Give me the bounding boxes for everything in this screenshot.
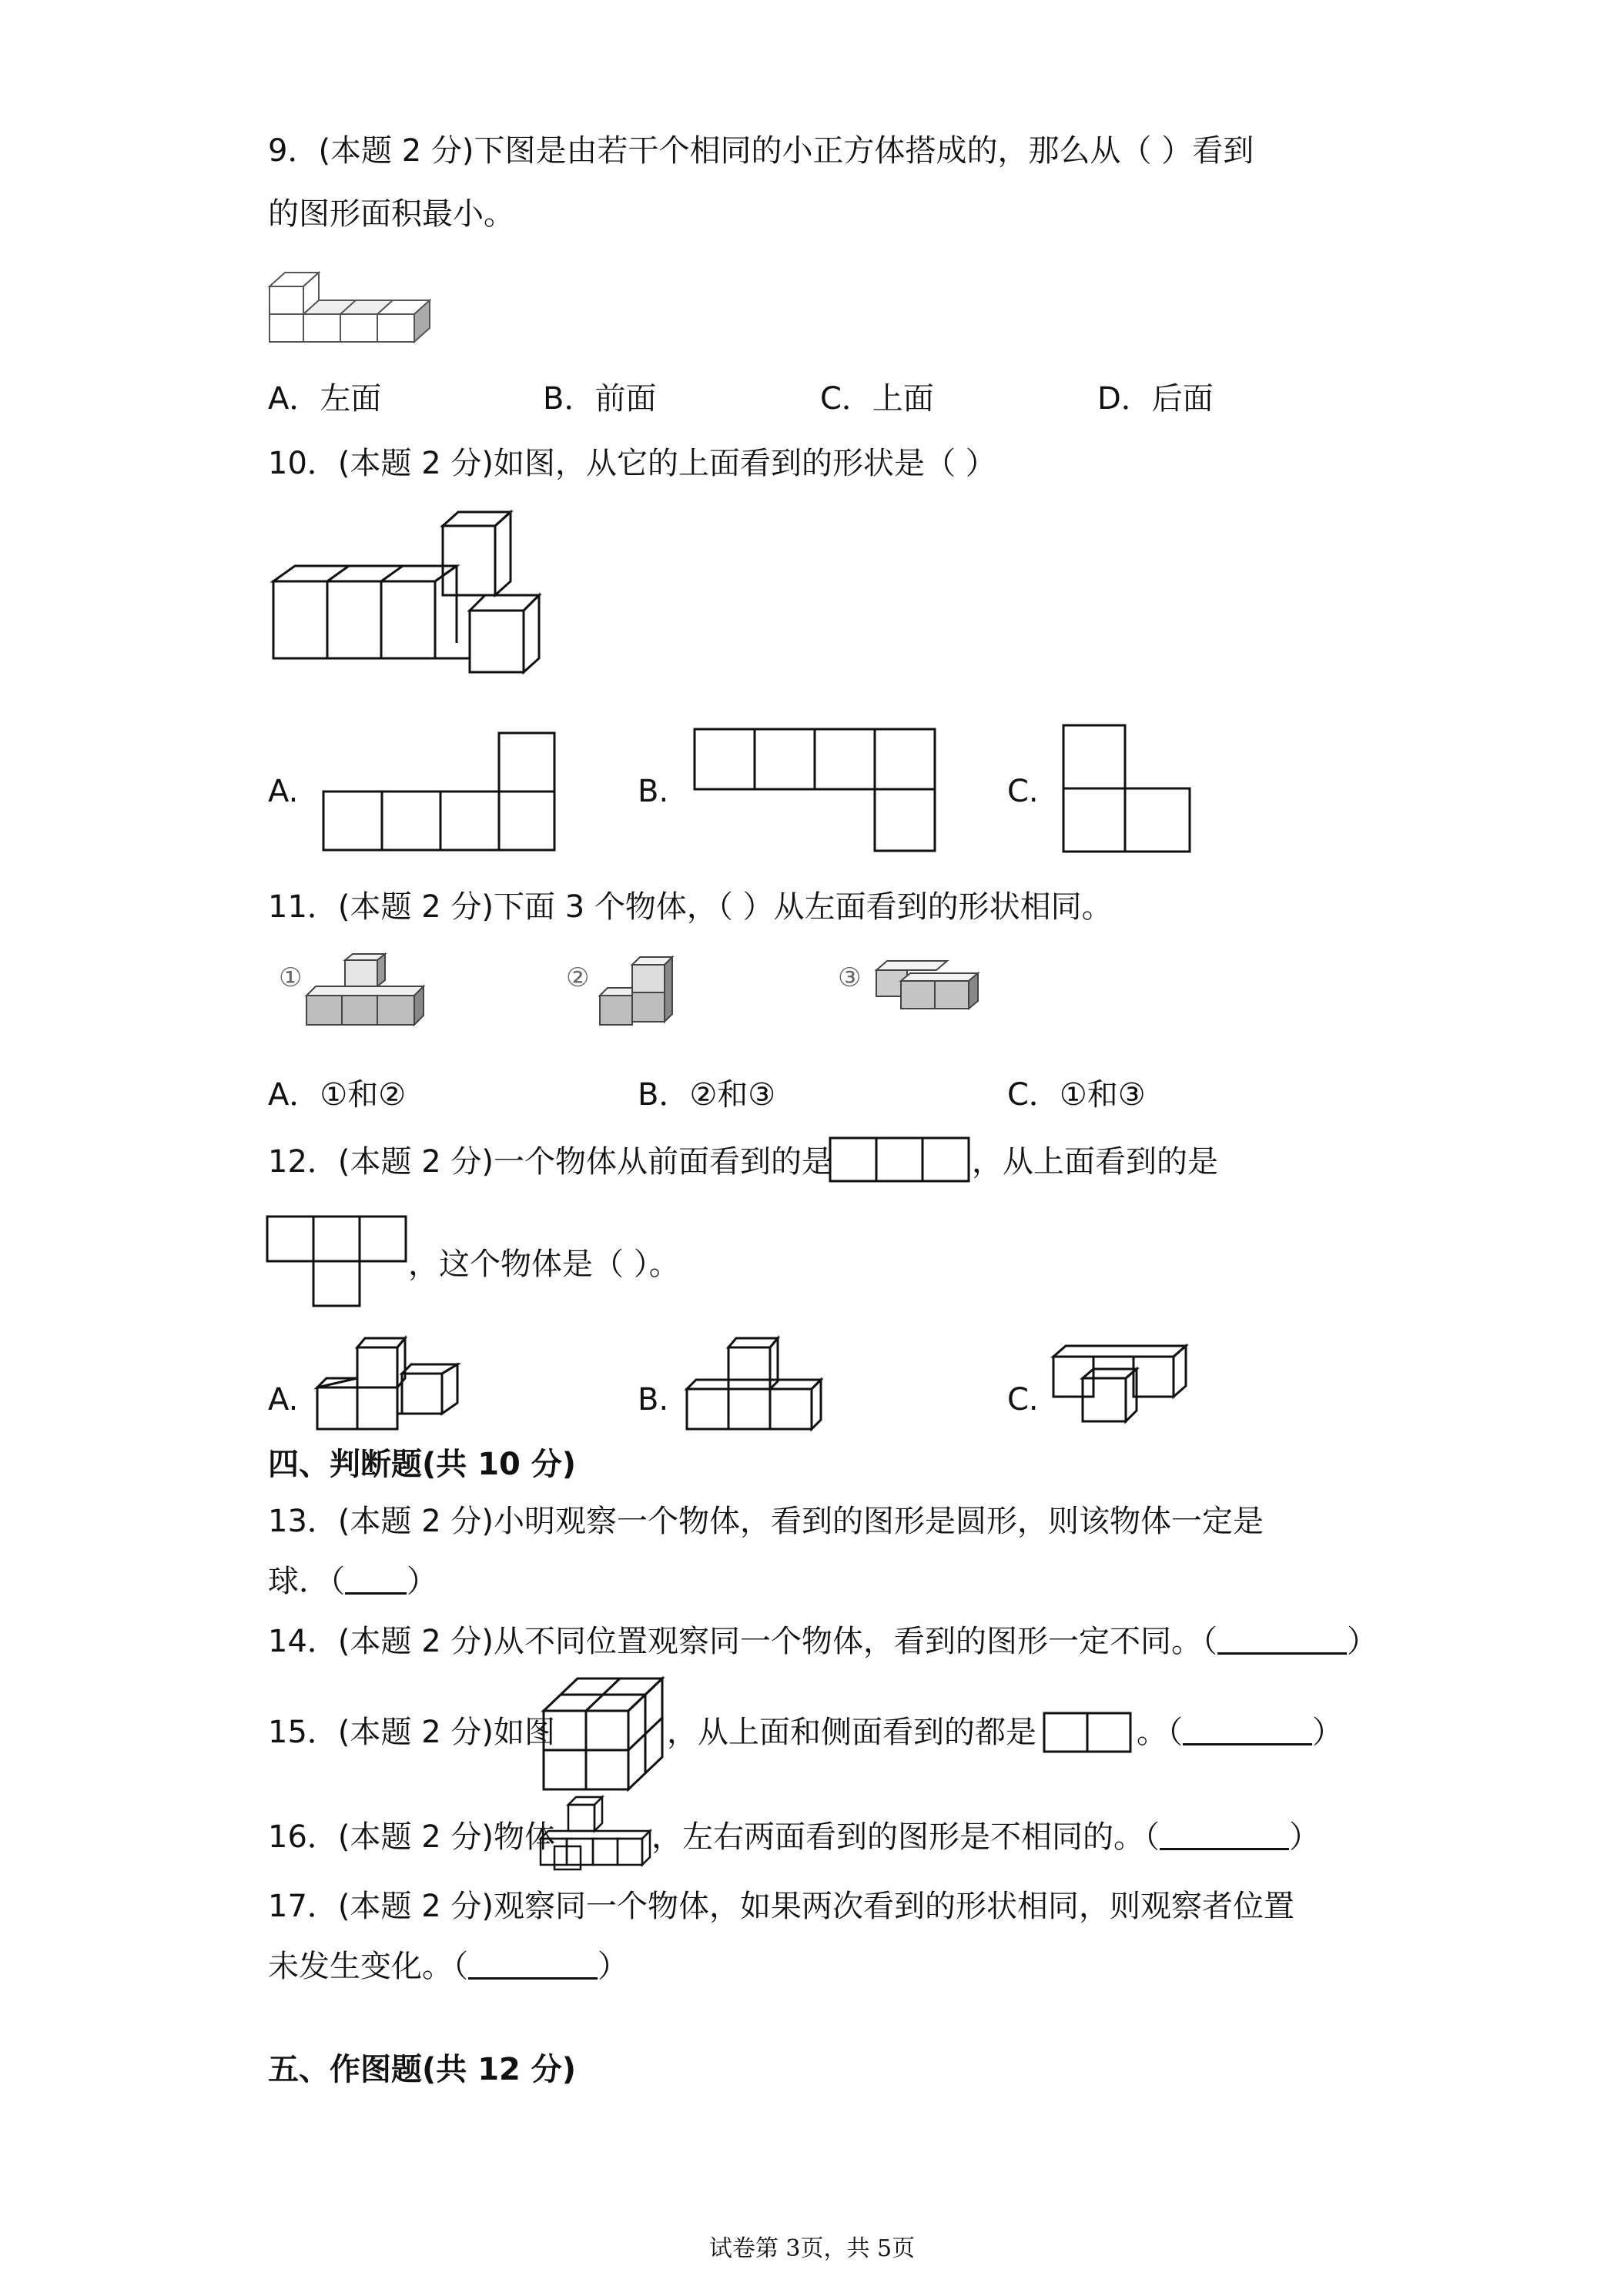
- q9-option-c[interactable]: C．上面: [820, 381, 934, 417]
- q17-stem-line2: [268, 1946, 628, 1986]
- q11-stem: 11．(本题 2 分)下面 3 个物体，（ ）从左面看到的形状相同。: [268, 889, 1113, 925]
- q10-cube-figure: [270, 512, 547, 685]
- q15-cube-figure: [542, 1677, 665, 1792]
- q12-option-b-label[interactable]: B.: [638, 1382, 669, 1417]
- q13-stem-line1: 13．(本题 2 分)小明观察一个物体，看到的图形是圆形，则该物体一定是: [268, 1504, 1264, 1539]
- q12-stem-part3: ，这个物体是（ ）。: [408, 1247, 680, 1282]
- q15-text-a: 15．(本题 2 分)如图: [268, 1715, 555, 1750]
- q12-option-b-figure[interactable]: [685, 1332, 847, 1440]
- q16-text-c: ）: [1289, 1819, 1320, 1855]
- q10-option-c-label[interactable]: C.: [1007, 774, 1039, 809]
- q11-option-a[interactable]: A．①和②: [268, 1077, 407, 1113]
- q12-option-c-figure[interactable]: [1052, 1340, 1206, 1431]
- q16-answer: [651, 1817, 1320, 1857]
- q9-option-a[interactable]: A．左面: [268, 381, 382, 417]
- q11-option-b[interactable]: B．②和③: [638, 1077, 776, 1113]
- q14-stem: [268, 1622, 1378, 1662]
- q9-stem-line1: 9．(本题 2 分)下图是由若干个相同的小正方体搭成的，那么从（ ）看到: [268, 133, 1254, 169]
- q11-figure-mark-2: ②: [566, 962, 590, 993]
- q15-answer-blank[interactable]: [1183, 1712, 1312, 1745]
- q10-option-b-label[interactable]: B.: [638, 774, 669, 809]
- q13-answer-blank[interactable]: [345, 1561, 407, 1595]
- q9-stem-line2: 的图形面积最小。: [268, 196, 514, 232]
- q11-figure-2: [589, 951, 697, 1036]
- q13-prefix: 球．（: [268, 1564, 345, 1599]
- section5-title: 五、作图题(共 12 分): [268, 2052, 577, 2087]
- q15-answer: [1137, 1712, 1343, 1752]
- q12-stem-part1: 12．(本题 2 分)一个物体从前面看到的是: [268, 1144, 832, 1180]
- q14-answer-blank[interactable]: [1217, 1622, 1347, 1655]
- q16-text-b: ，左右两面看到的图形是不相同的。（: [651, 1819, 1160, 1855]
- q16-object-figure: [539, 1794, 655, 1871]
- q10-option-a-shape[interactable]: [320, 731, 558, 855]
- q11-figure-mark-3: ③: [838, 962, 862, 993]
- q14-text: 14．(本题 2 分)从不同位置观察同一个物体，看到的图形一定不同。（: [268, 1624, 1217, 1659]
- q15-view-shape: [1043, 1712, 1135, 1755]
- q12-top-view-shape: [266, 1215, 412, 1309]
- q14-suffix: ）: [1347, 1624, 1378, 1659]
- q10-option-b-shape[interactable]: [691, 725, 937, 856]
- q15-text-b: ，从上面和侧面看到的都是: [667, 1715, 1036, 1750]
- q15-text-d: ）: [1312, 1715, 1343, 1750]
- q11-figure-1: [300, 951, 431, 1036]
- q10-option-a-label[interactable]: A.: [268, 774, 299, 809]
- q17-suffix: ）: [598, 1949, 628, 1984]
- q12-front-view-shape: [829, 1136, 970, 1184]
- q9-option-b[interactable]: B．前面: [543, 381, 657, 417]
- q17-stem-line1: 17．(本题 2 分)观察同一个物体，如果两次看到的形状相同，则观察者位置: [268, 1889, 1294, 1924]
- section4-title: 四、判断题(共 10 分): [268, 1447, 577, 1482]
- q10-option-c-shape[interactable]: [1060, 722, 1198, 856]
- q17-answer-blank[interactable]: [468, 1946, 598, 1980]
- q17-prefix: 未发生变化。（: [268, 1949, 468, 1984]
- q9-cube-figure: [262, 254, 462, 354]
- q11-figure-3: [870, 955, 993, 1024]
- q13-stem-line2: [268, 1561, 437, 1602]
- q15-text-c: 。（: [1137, 1715, 1183, 1750]
- page-footer: 试卷第 3页，共 5页: [708, 2235, 916, 2262]
- q12-option-c-label[interactable]: C.: [1007, 1382, 1039, 1417]
- q12-stem-part2: ，从上面看到的是: [972, 1144, 1218, 1180]
- q11-option-c[interactable]: C．①和③: [1007, 1077, 1146, 1113]
- q12-option-a-figure[interactable]: [316, 1332, 477, 1440]
- q10-stem: 10．(本题 2 分)如图，从它的上面看到的形状是（ ）: [268, 446, 996, 481]
- q11-figure-mark-1: ①: [279, 962, 303, 993]
- q9-option-d[interactable]: D．后面: [1097, 381, 1214, 417]
- q12-option-a-label[interactable]: A.: [268, 1382, 299, 1417]
- q16-answer-blank[interactable]: [1160, 1817, 1289, 1850]
- q16-text-a: 16．(本题 2 分)物体: [268, 1819, 555, 1855]
- q13-suffix: ）: [407, 1564, 437, 1599]
